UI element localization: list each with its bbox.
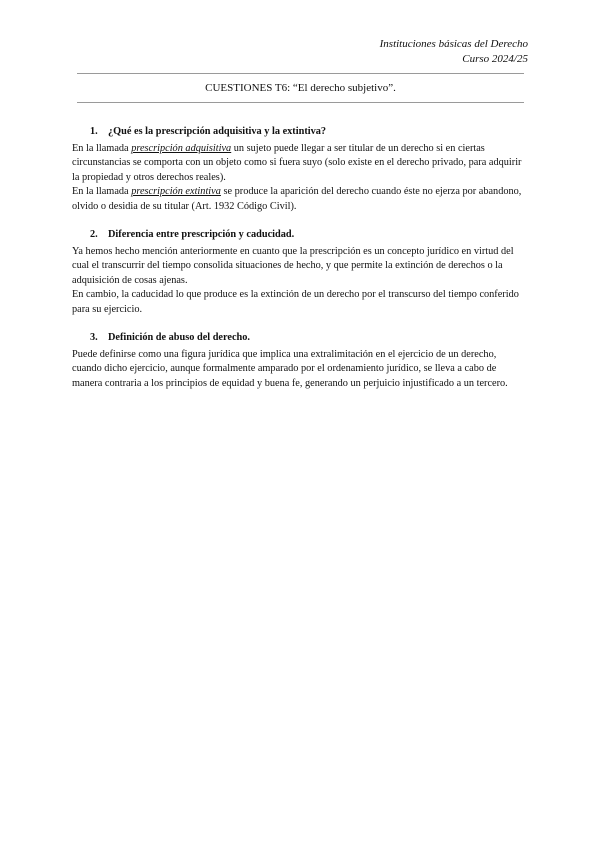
text-run: un sujeto puede llegar a ser titular de un derecho si en ciertas circunstancias se comporta con un objeto como si fuera suyo (solo existe en el derecho privado, para adquirir la propiedad y otros derechos reales). bbox=[72, 142, 522, 183]
document-body bbox=[72, 125, 528, 391]
question-text: Diferencia entre prescripción y caducidad. bbox=[108, 229, 295, 240]
section-spacer bbox=[72, 317, 528, 331]
question-text: Definición de abuso del derecho. bbox=[108, 332, 250, 343]
course-name: Instituciones básicas del Derecho bbox=[379, 38, 528, 50]
question-heading-3 bbox=[72, 331, 528, 346]
page-header bbox=[380, 37, 528, 67]
text-run: En la llamada bbox=[72, 186, 132, 197]
section-spacer bbox=[72, 214, 528, 228]
question-number: 3. bbox=[90, 332, 98, 343]
term-prescripcion-adquisitiva: prescripción adquisitiva bbox=[131, 142, 232, 154]
answer-paragraph: En cambio, la caducidad lo que produce es la extinción de un derecho por el transcurso del tiempo conferido para su ejercicio. bbox=[72, 289, 519, 315]
question-section-1 bbox=[72, 125, 528, 214]
answer-paragraph bbox=[72, 142, 528, 186]
text-run: En la llamada bbox=[72, 142, 132, 154]
course-year: Curso 2024/25 bbox=[462, 53, 528, 65]
question-heading-1 bbox=[72, 125, 528, 140]
question-text: ¿Qué es la prescripción adquisitiva y la extintiva? bbox=[108, 126, 327, 137]
question-heading-2 bbox=[72, 228, 528, 243]
question-number: 2. bbox=[90, 229, 98, 240]
question-section-2 bbox=[72, 228, 528, 317]
answer-paragraph bbox=[72, 185, 528, 214]
document-title: CUESTIONES T6: “El derecho subjetivo”. bbox=[205, 82, 396, 94]
title-top-rule bbox=[77, 73, 524, 74]
term-prescripcion-extintiva: prescripción extintiva bbox=[131, 186, 221, 197]
question-section-3 bbox=[72, 331, 528, 391]
title-bottom-rule bbox=[77, 102, 524, 103]
answer-paragraph: Puede definirse como una figura jurídica que implica una extralimitación en el ejercicio de un derecho, cuando dicho ejercicio, aunque formalmente amparado por el ordenamiento jurídico, se lleva a cabo de manera contraria a los principios de equidad y buena fe, generando un perjuicio injustificado a un tercero. bbox=[72, 348, 508, 389]
answer-paragraph: Ya hemos hecho mención anteriormente en cuanto que la prescripción es un concepto jurídico en virtud del cual el transcurrir del tiempo consolida situaciones de hecho, y que permite la extinción de derechos o la adquisición de cosas ajenas. bbox=[72, 245, 514, 286]
text-run: se produce la aparición del derecho cuando éste no ejerza por abandono, olvido o desidia de su titular (Art. 1932 Código Civil). bbox=[72, 186, 522, 212]
question-number: 1. bbox=[90, 126, 98, 137]
